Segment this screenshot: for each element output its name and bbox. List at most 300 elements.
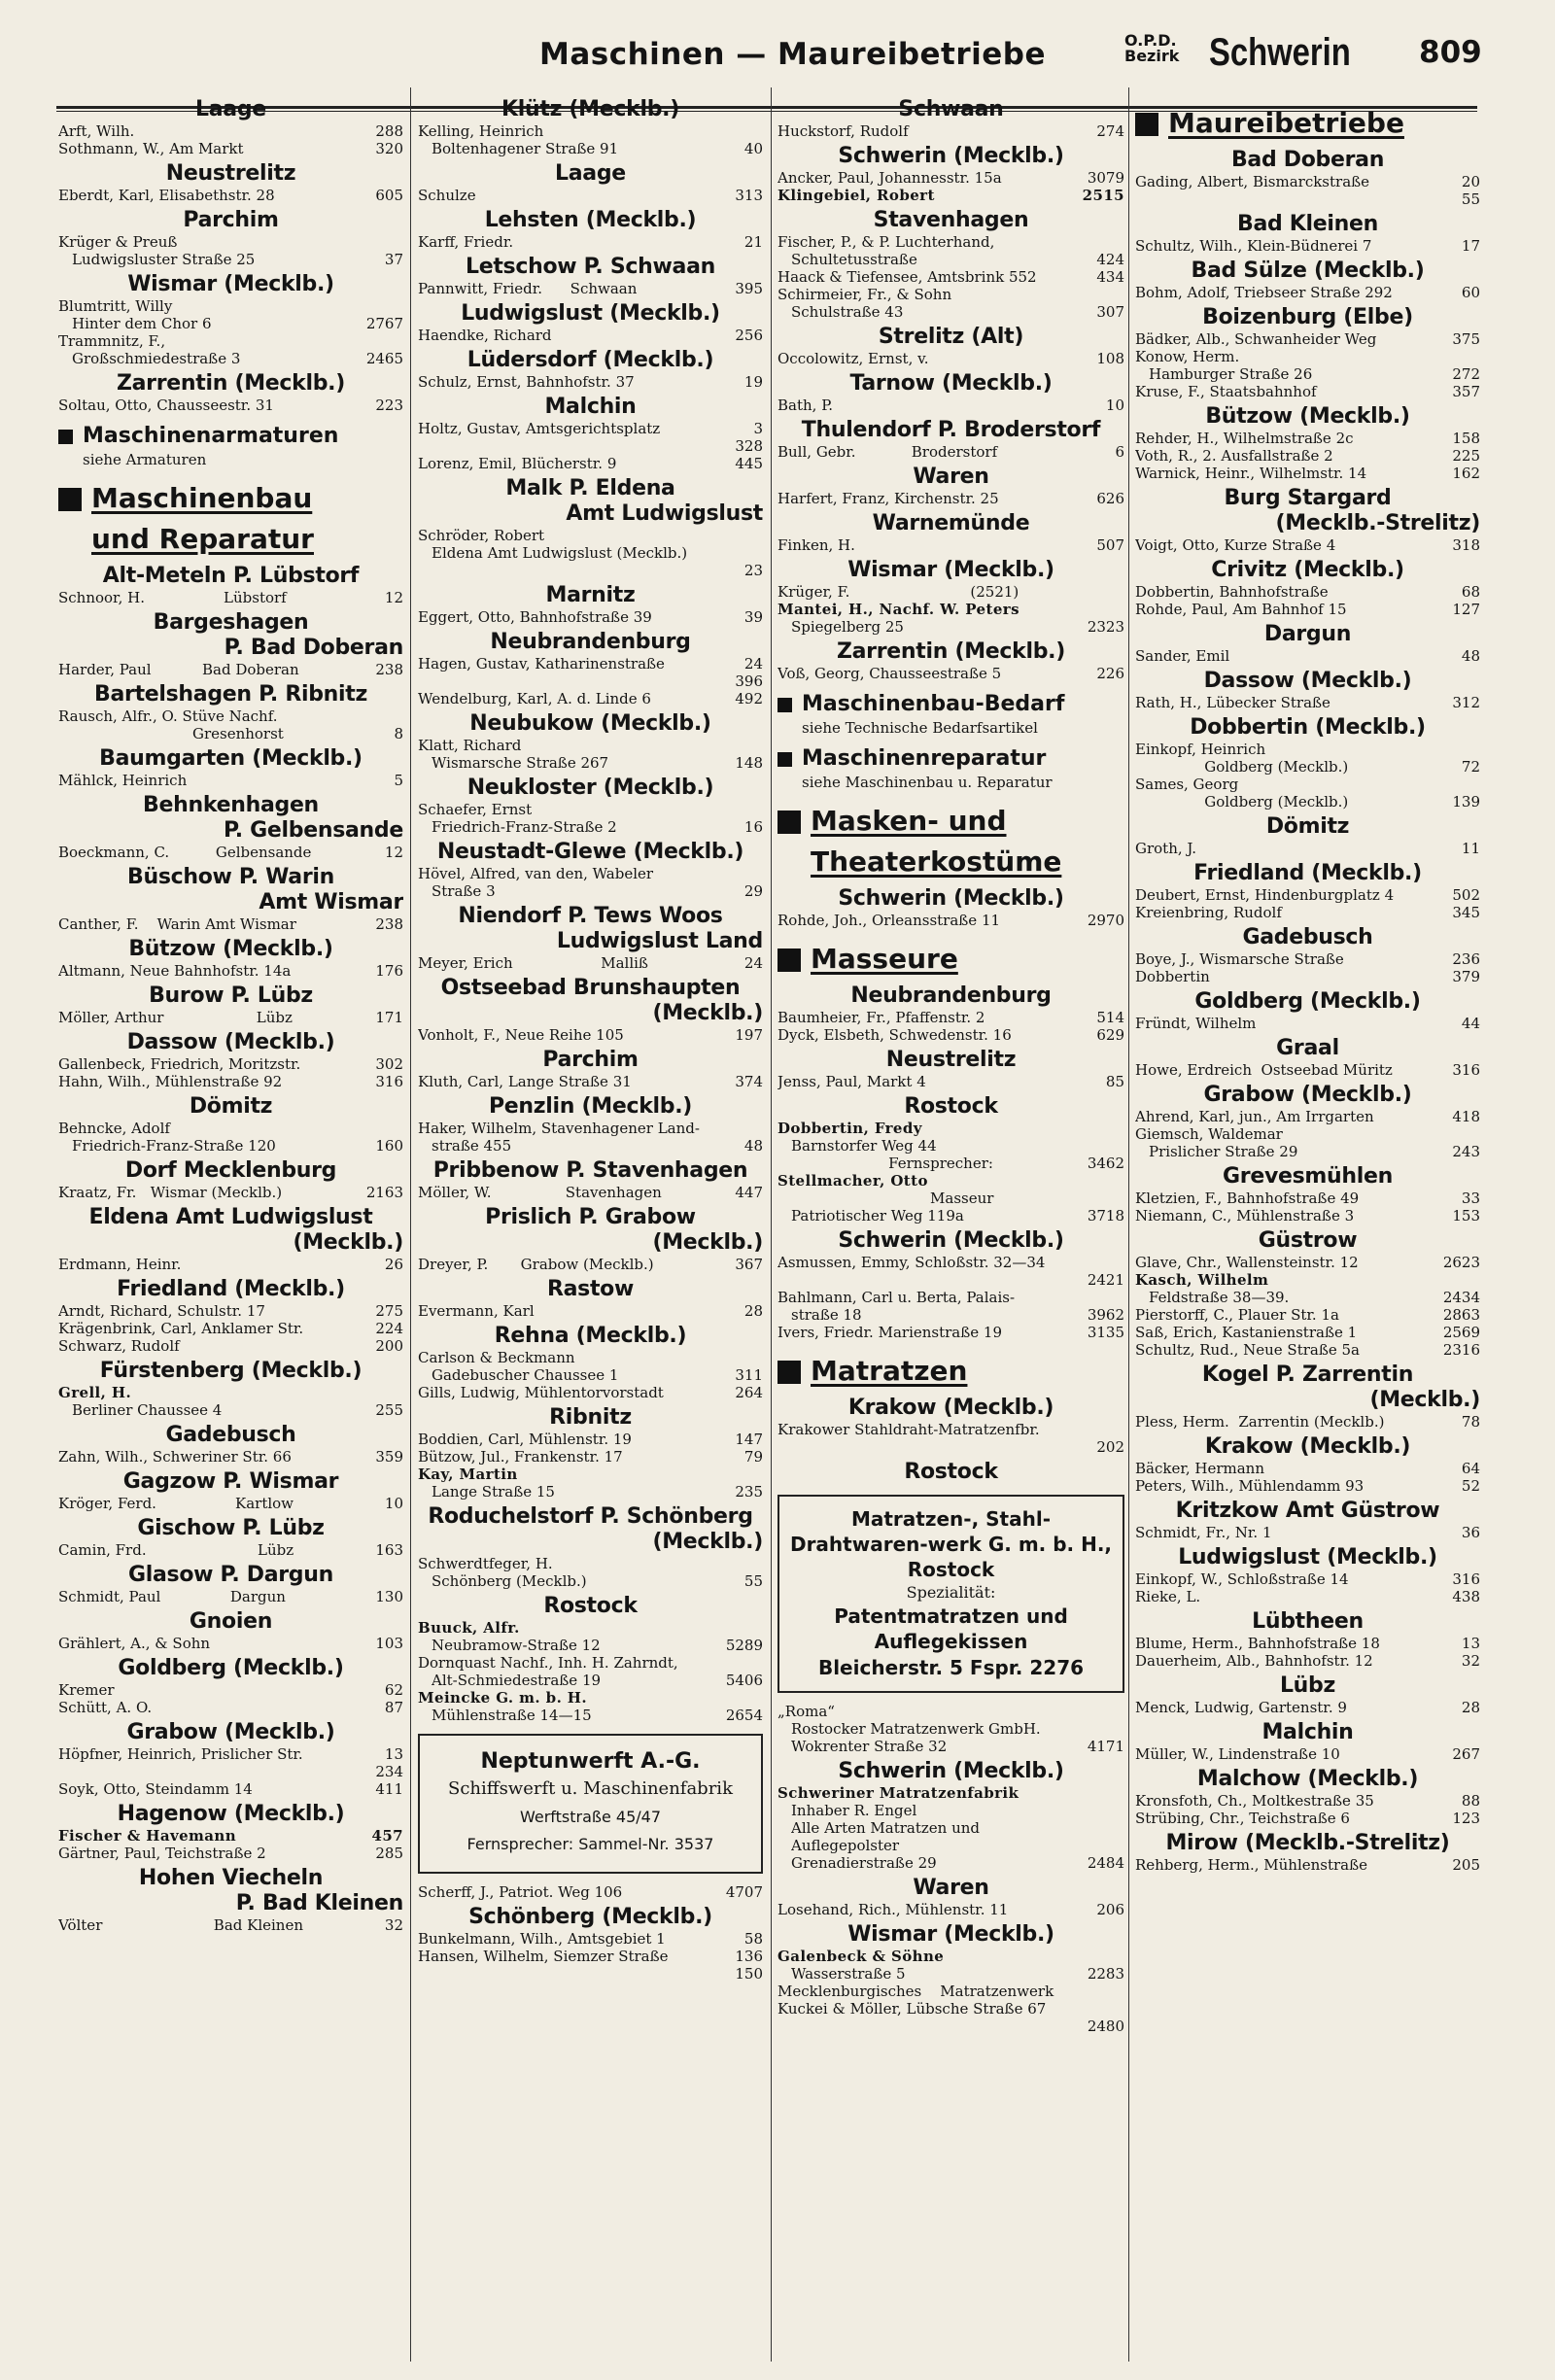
listing-name: Scherff, J., Patriot. Weg 106 xyxy=(418,1883,623,1901)
listing-entry xyxy=(58,1541,403,1559)
phone-number: 8 xyxy=(394,725,403,742)
listing-name: Jenss, Paul, Markt 4 xyxy=(778,1073,926,1090)
listing-entry xyxy=(778,2018,1124,2035)
listing-continuation xyxy=(1135,365,1480,383)
listing-entry xyxy=(58,1845,403,1862)
phone-number: 147 xyxy=(735,1431,763,1448)
town-heading-line: Neubrandenburg xyxy=(850,983,1052,1008)
listing-name: Vonholt, F., Neue Reihe 105 xyxy=(418,1026,624,1044)
phone-number: 502 xyxy=(1452,886,1480,904)
listing-entry xyxy=(418,1120,763,1137)
listing-continuation xyxy=(778,303,1124,321)
town-heading xyxy=(58,208,403,233)
listing-entry xyxy=(778,397,1124,414)
listing-entry xyxy=(778,1703,1124,1720)
listing-name: Fernsprecher: xyxy=(791,1155,993,1172)
phone-number: 163 xyxy=(375,1541,403,1559)
town-heading-line: Krakow (Mecklb.) xyxy=(847,1396,1054,1420)
phone-number: 492 xyxy=(735,690,763,707)
town-heading xyxy=(58,1563,403,1588)
listing-name: Kruse, F., Staatsbahnhof xyxy=(1135,383,1317,400)
phone-number: 238 xyxy=(375,661,403,678)
section-name-text: Theaterkostüme xyxy=(811,845,1062,878)
phone-number: 108 xyxy=(1096,350,1124,367)
section-name-text: Matratzen xyxy=(811,1355,968,1387)
listing-continuation xyxy=(778,618,1124,636)
listing-name: Asmussen, Emmy, Schloßstr. 32—34 xyxy=(778,1254,1046,1271)
town-heading xyxy=(418,161,763,187)
phone-number: 20 xyxy=(1461,173,1480,190)
town-heading-line: Malchin xyxy=(544,395,637,419)
listing-entry xyxy=(58,1780,403,1798)
listing-continuation xyxy=(778,1306,1124,1324)
phone-number: 160 xyxy=(375,1137,403,1155)
column-3 xyxy=(778,93,1124,2358)
town-heading-line: P. Bad Doberan xyxy=(224,636,403,660)
listing-name: Gallenbeck, Friedrich, Moritzstr. xyxy=(58,1055,301,1073)
town-heading-line: Rehna (Mecklb.) xyxy=(494,1324,687,1348)
town-heading-line: Zarrentin (Mecklb.) xyxy=(116,371,345,396)
town-heading xyxy=(418,208,763,233)
phone-number: 418 xyxy=(1452,1108,1480,1125)
phone-number: 438 xyxy=(1452,1588,1480,1605)
listing-name: Völter Bad Kleinen xyxy=(58,1916,304,1934)
section-name xyxy=(1168,103,1404,144)
listing-entry xyxy=(1135,1125,1480,1143)
listing-name: Fründt, Wilhelm xyxy=(1135,1015,1257,1032)
listing-entry xyxy=(58,707,403,725)
listing-entry xyxy=(418,954,763,972)
listing-entry xyxy=(418,801,763,818)
listing-entry xyxy=(778,1026,1124,1044)
town-heading xyxy=(418,1048,763,1073)
town-heading-line: Graal xyxy=(1276,1036,1339,1060)
listing-entry xyxy=(58,233,403,251)
listing-entry xyxy=(418,690,763,707)
listing-entry xyxy=(778,1254,1124,1271)
town-heading-line: Amt Ludwigslust xyxy=(566,501,763,526)
listing-name: Voigt, Otto, Kurze Straße 4 xyxy=(1135,536,1336,554)
listing-name: Schulstraße 43 xyxy=(791,303,904,321)
town-heading xyxy=(418,583,763,608)
listing-entry xyxy=(1135,601,1480,618)
town-heading xyxy=(418,255,763,280)
listing-name: Dreyer, P. Grabow (Mecklb.) xyxy=(418,1256,654,1273)
listing-name: straße 18 xyxy=(791,1306,862,1324)
town-heading-line: Ludwigslust (Mecklb.) xyxy=(461,301,720,326)
listing-name: Dobbertin xyxy=(1135,968,1210,985)
phone-number xyxy=(757,544,763,562)
listing-name xyxy=(418,562,739,579)
listing-entry xyxy=(1135,694,1480,711)
listing-entry xyxy=(58,1320,403,1337)
listing-name: Schaefer, Ernst xyxy=(418,801,533,818)
listing-name xyxy=(418,673,729,690)
listing-entry xyxy=(58,187,403,204)
listing-name: Kronsfoth, Ch., Moltkestraße 35 xyxy=(1135,1792,1374,1810)
town-heading-line: Kritzkow Amt Güstrow xyxy=(1175,1499,1440,1523)
listing-name: Peters, Wilh., Mühlendamm 93 xyxy=(1135,1477,1365,1495)
phone-number: 224 xyxy=(375,1320,403,1337)
listing-continuation xyxy=(58,1137,403,1155)
phone-number: 272 xyxy=(1452,365,1480,383)
section-name: Maschinenbau-Bedarf xyxy=(802,692,1065,716)
listing-entry xyxy=(1135,1254,1480,1271)
town-heading xyxy=(418,395,763,420)
phone-number: 12 xyxy=(384,589,403,606)
phone-number: 316 xyxy=(1452,1061,1480,1079)
listing-continuation xyxy=(418,1483,763,1500)
listing-name: Deubert, Ernst, Hindenburgplatz 4 xyxy=(1135,886,1395,904)
town-heading xyxy=(1135,1673,1480,1699)
phone-number: 23 xyxy=(743,562,763,579)
town-heading-line: Boizenburg (Elbe) xyxy=(1202,305,1413,329)
listing-name: Blumtritt, Willy xyxy=(58,297,173,315)
listing-name: Kasch, Wilhelm xyxy=(1135,1271,1269,1289)
phone-number: 4171 xyxy=(1087,1738,1124,1755)
phone-number: 357 xyxy=(1452,383,1480,400)
phone-number: 345 xyxy=(1452,904,1480,921)
town-heading-line: Lehsten (Mecklb.) xyxy=(484,208,697,232)
town-heading xyxy=(418,301,763,327)
listing-name: Schulze xyxy=(418,187,476,204)
town-heading xyxy=(778,1048,1124,1073)
listing-name: Patriotischer Weg 119a xyxy=(791,1207,964,1224)
town-heading xyxy=(418,1405,763,1431)
town-heading xyxy=(418,630,763,655)
listing-name: Friedrich-Franz-Straße 2 xyxy=(432,818,617,836)
listing-name: Occolowitz, Ernst, v. xyxy=(778,350,929,367)
town-heading xyxy=(58,371,403,397)
listing-name: Eldena Amt Ludwigslust (Mecklb.) xyxy=(432,544,688,562)
section-heading xyxy=(778,801,1124,882)
listing-entry xyxy=(418,1689,763,1707)
listing-name: Rausch, Alfr., O. Stüve Nachf. xyxy=(58,707,278,725)
listing-name: Gresenhorst xyxy=(72,725,284,742)
listing-continuation xyxy=(778,1837,1124,1854)
section-name-line xyxy=(91,519,314,560)
listing-name xyxy=(778,2018,1082,2035)
phone-number xyxy=(397,332,403,350)
section-name: Maschinenarmaturen xyxy=(83,424,339,448)
listing-entry xyxy=(1135,173,1480,190)
section-name-line xyxy=(811,842,1061,882)
listing-entry xyxy=(778,1784,1124,1802)
listing-name: Rohde, Paul, Am Bahnhof 15 xyxy=(1135,601,1347,618)
listing-name: Schönberg (Mecklb.) xyxy=(432,1572,587,1590)
town-heading-line: Mirow (Mecklb.-Strelitz) xyxy=(1165,1831,1450,1855)
listing-entry xyxy=(1135,1792,1480,1810)
listing-name: Eggert, Otto, Bahnhofstraße 39 xyxy=(418,608,652,626)
phone-number: 87 xyxy=(384,1699,403,1716)
listing-continuation xyxy=(1135,1289,1480,1306)
phone-number: 206 xyxy=(1096,1901,1124,1918)
listing-name: Soyk, Otto, Steindamm 14 xyxy=(58,1780,253,1798)
phone-number: 33 xyxy=(1461,1190,1480,1207)
phone-number: 234 xyxy=(375,1763,403,1780)
listing-name: Wokrenter Straße 32 xyxy=(791,1738,948,1755)
listing-entry xyxy=(418,1930,763,1948)
town-heading-line: Lübz xyxy=(1279,1673,1336,1698)
ad-specialty: Patentmatratzen und Auflegekissen xyxy=(834,1604,1068,1653)
town-heading-line: P. Gelbensande xyxy=(223,818,403,843)
section-name-text: und Reparatur xyxy=(91,523,314,555)
town-heading-line: Grabow (Mecklb.) xyxy=(126,1720,335,1744)
town-heading-line: Bützow (Mecklb.) xyxy=(1205,404,1410,429)
listing-name: Kletzien, F., Bahnhofstraße 49 xyxy=(1135,1190,1360,1207)
listing-name: Spiegelberg 25 xyxy=(791,618,904,636)
town-heading xyxy=(1135,212,1480,237)
listing-name: Goldberg (Mecklb.) xyxy=(1149,758,1349,776)
listing-name: Fischer, P., & P. Luchterhand, xyxy=(778,233,995,251)
town-heading-line: Dobbertin (Mecklb.) xyxy=(1190,715,1426,740)
listing-name: Schwarz, Rudolf xyxy=(58,1337,180,1355)
listing-name: Wismarsche Straße 267 xyxy=(432,754,609,772)
listing-entry xyxy=(1135,1341,1480,1359)
listing-entry xyxy=(58,297,403,315)
listing-name: Hagen, Gustav, Katharinenstraße xyxy=(418,655,665,673)
listing-entry xyxy=(778,350,1124,367)
listing-entry xyxy=(418,1431,763,1448)
listing-entry xyxy=(418,373,763,391)
phone-number xyxy=(1119,2000,1124,2018)
phone-number: 514 xyxy=(1096,1009,1124,1026)
ad-address-phone: Bleicherstr. 5 Fspr. 2276 xyxy=(817,1656,1085,1679)
listing-name: Rostocker Matratzenwerk GmbH. xyxy=(791,1720,1041,1738)
listing-entry xyxy=(1135,430,1480,447)
listing-entry xyxy=(1135,383,1480,400)
town-heading-line: Neubrandenburg xyxy=(490,630,691,654)
town-heading-line: Malchow (Mecklb.) xyxy=(1196,1767,1419,1791)
phone-number: 85 xyxy=(1105,1073,1124,1090)
listing-name: Trammnitz, F., xyxy=(58,332,166,350)
listing-name: Arndt, Richard, Schulstr. 17 xyxy=(58,1302,265,1320)
section-bullet-icon xyxy=(778,698,792,712)
listing-name: Lange Straße 15 xyxy=(432,1483,555,1500)
listing-name: Grählert, A., & Sohn xyxy=(58,1635,211,1652)
column-2 xyxy=(418,93,763,2358)
listing-entry xyxy=(1135,1588,1480,1605)
page-header xyxy=(0,31,1555,80)
town-heading xyxy=(1135,148,1480,173)
listing-name: Schütt, A. O. xyxy=(58,1699,153,1716)
phone-number: 44 xyxy=(1461,1015,1480,1032)
phone-number xyxy=(757,1654,763,1672)
town-heading xyxy=(778,639,1124,665)
town-heading xyxy=(1135,861,1480,886)
phone-number: 29 xyxy=(743,882,763,900)
listing-entry xyxy=(1135,1108,1480,1125)
listing-name: Grell, H. xyxy=(58,1384,132,1401)
phone-number xyxy=(1474,776,1480,793)
phone-number: 202 xyxy=(1096,1438,1124,1456)
listing-entry xyxy=(58,397,403,414)
phone-number xyxy=(1119,1983,1124,2000)
listing-name xyxy=(778,1271,1082,1289)
listing-entry xyxy=(58,1302,403,1320)
town-heading-line: Baumgarten (Mecklb.) xyxy=(99,746,363,771)
phone-number: 411 xyxy=(375,1780,403,1798)
town-heading xyxy=(418,711,763,737)
listing-entry xyxy=(778,1901,1124,1918)
listing-name: Rehberg, Herm., Mühlenstraße xyxy=(1135,1856,1368,1874)
listing-entry xyxy=(1135,1324,1480,1341)
section-name xyxy=(811,1351,967,1392)
phone-number xyxy=(1119,1720,1124,1738)
listing-name: Kröger, Ferd. Kartlow xyxy=(58,1495,294,1512)
listing-name: Baumheier, Fr., Pfaffenstr. 2 xyxy=(778,1009,985,1026)
town-heading xyxy=(1135,305,1480,330)
listing-entry xyxy=(418,233,763,251)
column-4 xyxy=(1135,93,1480,2358)
phone-number: 55 xyxy=(1461,190,1480,208)
phone-number: 3462 xyxy=(1087,1155,1124,1172)
town-heading-line: Schwaan xyxy=(898,97,1004,121)
listing-continuation xyxy=(58,315,403,332)
listing-name: Bädker, Alb., Schwanheider Weg xyxy=(1135,330,1377,348)
listing-name: Goldberg (Mecklb.) xyxy=(1149,793,1349,811)
listing-name: Wasserstraße 5 xyxy=(791,1965,906,1983)
town-heading-line: Dassow (Mecklb.) xyxy=(1203,669,1412,693)
column-divider xyxy=(771,87,772,2362)
town-heading-line: Behnkenhagen xyxy=(143,793,319,817)
listing-entry xyxy=(418,437,763,455)
listing-continuation xyxy=(418,140,763,157)
town-heading xyxy=(778,983,1124,1009)
phone-number: 274 xyxy=(1096,122,1124,140)
listing-entry xyxy=(418,280,763,297)
phone-number: 32 xyxy=(1461,1652,1480,1670)
town-heading-line: Schwerin (Mecklb.) xyxy=(838,1228,1064,1253)
phone-number: 302 xyxy=(375,1055,403,1073)
town-heading xyxy=(58,610,403,661)
listing-name: Voth, R., 2. Ausfallstraße 2 xyxy=(1135,447,1333,465)
listing-entry xyxy=(1135,1570,1480,1588)
town-heading-line: Lübtheen xyxy=(1252,1609,1364,1634)
listing-continuation xyxy=(778,1819,1124,1837)
listing-entry xyxy=(418,608,763,626)
phone-number xyxy=(1119,1190,1124,1207)
phone-number xyxy=(1119,601,1124,618)
opd-line: O.P.D. xyxy=(1124,31,1177,50)
phone-number: 153 xyxy=(1452,1207,1480,1224)
phone-number: 40 xyxy=(743,140,763,157)
listing-entry xyxy=(58,1337,403,1355)
listing-entry xyxy=(58,1699,403,1716)
section-name: Maschinenreparatur xyxy=(802,746,1047,771)
phone-number: 12 xyxy=(384,844,403,861)
phone-number: 313 xyxy=(735,187,763,204)
phone-number: 434 xyxy=(1096,268,1124,286)
listing-continuation xyxy=(418,882,763,900)
listing-name: Arft, Wilh. xyxy=(58,122,135,140)
town-heading xyxy=(1135,1767,1480,1792)
listing-name: Groth, J. xyxy=(1135,840,1197,857)
town-heading-line: Dorf Mecklenburg xyxy=(124,1158,337,1183)
listing-entry xyxy=(58,915,403,933)
listing-name: Zahn, Wilh., Schweriner Str. 66 xyxy=(58,1448,292,1466)
section-name-line xyxy=(1168,103,1404,144)
town-heading xyxy=(58,1277,403,1302)
phone-number: 316 xyxy=(1452,1570,1480,1588)
town-heading xyxy=(1135,1720,1480,1745)
town-heading-line: Zarrentin (Mecklb.) xyxy=(836,639,1065,664)
town-heading-line: Laage xyxy=(195,97,266,121)
listing-entry xyxy=(58,772,403,789)
listing-entry xyxy=(778,601,1124,618)
phone-number xyxy=(1119,1802,1124,1819)
phone-number: 264 xyxy=(735,1384,763,1401)
listing-continuation xyxy=(778,1137,1124,1155)
town-heading-line: Waren xyxy=(913,465,989,489)
listing-name: Voß, Georg, Chausseestraße 5 xyxy=(778,665,1002,682)
town-heading xyxy=(418,776,763,801)
phone-number: 3135 xyxy=(1087,1324,1124,1341)
town-heading-line: Dargun xyxy=(1263,622,1352,646)
phone-number: 28 xyxy=(743,1302,763,1320)
phone-number xyxy=(397,297,403,315)
phone-number xyxy=(1119,286,1124,303)
listing-entry xyxy=(1135,1306,1480,1324)
phone-number xyxy=(757,1120,763,1137)
phone-number xyxy=(1474,741,1480,758)
town-heading-line: Parchim xyxy=(542,1048,639,1072)
town-heading xyxy=(418,1158,763,1184)
town-heading-line: Warnemünde xyxy=(872,511,1030,535)
listing-entry xyxy=(1135,1856,1480,1874)
phone-number xyxy=(397,1384,403,1401)
phone-number xyxy=(757,1619,763,1637)
listing-entry xyxy=(58,1763,403,1780)
phone-number: 2484 xyxy=(1087,1854,1124,1872)
listing-name: Pannwitt, Friedr. Schwaan xyxy=(418,280,638,297)
listing-name: Glave, Chr., Wallensteinstr. 12 xyxy=(1135,1254,1359,1271)
listing-entry xyxy=(1135,190,1480,208)
phone-number xyxy=(757,1555,763,1572)
section-name-text: Masseure xyxy=(811,943,958,975)
listing-name: Strübing, Chr., Teichstraße 6 xyxy=(1135,1810,1350,1827)
phone-number: 5406 xyxy=(725,1672,763,1689)
listing-entry xyxy=(418,1948,763,1965)
listing-name: Meincke G. m. b. H. xyxy=(418,1689,588,1707)
phone-number: 158 xyxy=(1452,430,1480,447)
town-heading xyxy=(418,97,763,122)
town-heading-line: Schwerin (Mecklb.) xyxy=(838,144,1064,168)
phone-number: 26 xyxy=(384,1256,403,1273)
phone-number: 21 xyxy=(743,233,763,251)
listing-name: Sames, Georg xyxy=(1135,776,1239,793)
listing-continuation xyxy=(778,251,1124,268)
listing-name: Dyck, Elsbeth, Schwedenstr. 16 xyxy=(778,1026,1012,1044)
listing-entry xyxy=(58,1073,403,1090)
listing-entry xyxy=(1135,1207,1480,1224)
phone-number xyxy=(1119,1703,1124,1720)
listing-continuation xyxy=(418,818,763,836)
phone-number: 225 xyxy=(1452,447,1480,465)
town-heading-line: Bützow (Mecklb.) xyxy=(128,937,333,961)
listing-name: Ivers, Friedr. Marienstraße 19 xyxy=(778,1324,1002,1341)
phone-number: 605 xyxy=(375,187,403,204)
town-heading xyxy=(778,511,1124,536)
listing-entry xyxy=(58,122,403,140)
town-heading-line: Malchin xyxy=(1261,1720,1354,1744)
phone-number: 150 xyxy=(735,1965,763,1983)
town-heading-line: Gagzow P. Wismar xyxy=(122,1469,339,1494)
listing-continuation xyxy=(418,1137,763,1155)
phone-number xyxy=(1119,233,1124,251)
cross-reference: siehe Technische Bedarfsartikel xyxy=(802,719,1038,737)
section-bullet-icon xyxy=(778,1361,801,1384)
